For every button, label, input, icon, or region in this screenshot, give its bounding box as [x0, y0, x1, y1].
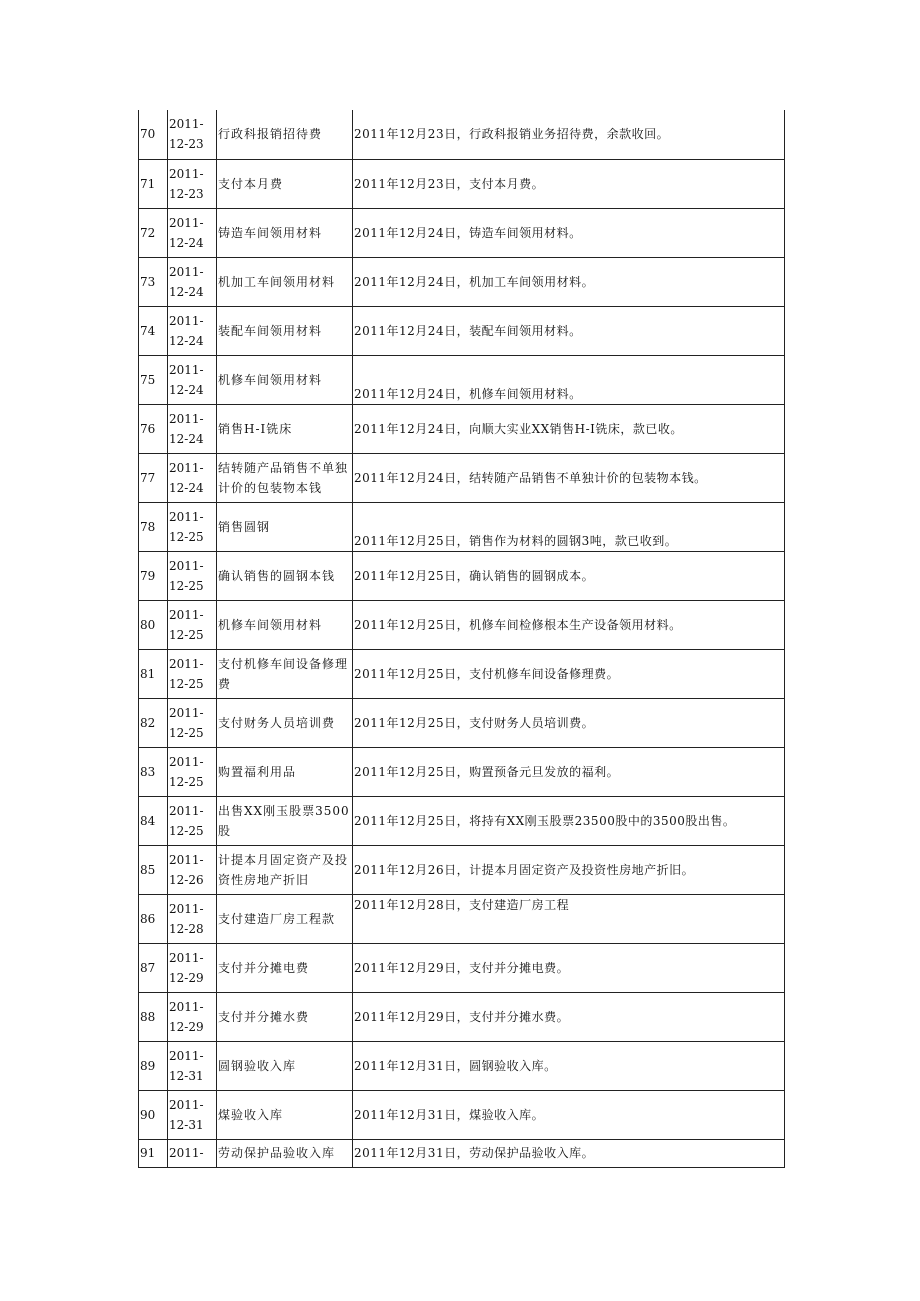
entry-number: 88 — [139, 992, 168, 1041]
entry-summary: 支付并分摊电费 — [217, 943, 353, 992]
entry-number: 72 — [139, 208, 168, 257]
entry-date-year: 2011- — [169, 264, 204, 279]
entry-description: 2011年12月23日，行政科报销业务招待费，余款收回。 — [353, 110, 785, 159]
entry-date — [168, 649, 217, 698]
entry-date-year: 2011- — [169, 362, 204, 377]
table-row — [139, 453, 785, 502]
entry-number: 84 — [139, 796, 168, 845]
entry-date-year: 2011- — [169, 215, 204, 230]
entry-date-day: 12-29 — [169, 1019, 204, 1034]
table-row — [139, 306, 785, 355]
table-row — [139, 1139, 785, 1167]
entry-summary: 支付本月费 — [217, 159, 353, 208]
table-row — [139, 355, 785, 404]
entry-description: 2011年12月29日，支付并分摊水费。 — [353, 992, 785, 1041]
entry-date — [168, 747, 217, 796]
entry-description: 2011年12月23日，支付本月费。 — [353, 159, 785, 208]
entry-date-day: 12-31 — [169, 1068, 204, 1083]
entry-date-year: 2011- — [169, 999, 204, 1014]
entry-description: 2011年12月24日，机修车间领用材料。 — [353, 355, 785, 404]
entry-description: 2011年12月24日，结转随产品销售不单独计价的包装物本钱。 — [353, 453, 785, 502]
entry-date-year: 2011- — [169, 1048, 204, 1063]
entry-number: 87 — [139, 943, 168, 992]
entry-summary: 支付财务人员培训费 — [217, 698, 353, 747]
entry-summary: 支付建造厂房工程款 — [217, 894, 353, 943]
entry-description: 2011年12月31日，劳动保护品验收入库。 — [353, 1139, 785, 1167]
entry-date — [168, 600, 217, 649]
entry-description: 2011年12月25日，将持有XX刚玉股票23500股中的3500股出售。 — [353, 796, 785, 845]
entry-number: 76 — [139, 404, 168, 453]
entry-date-day: 12-25 — [169, 725, 204, 740]
entry-number: 74 — [139, 306, 168, 355]
entry-description: 2011年12月25日，购置预备元旦发放的福利。 — [353, 747, 785, 796]
entry-summary: 确认销售的圆钢本钱 — [217, 551, 353, 600]
entry-description: 2011年12月29日，支付并分摊电费。 — [353, 943, 785, 992]
entry-date-year: 2011- — [169, 411, 204, 426]
table-row — [139, 208, 785, 257]
entry-summary: 购置福利用品 — [217, 747, 353, 796]
entry-summary: 出售XX刚玉股票3500股 — [217, 796, 353, 845]
entry-number: 78 — [139, 502, 168, 551]
entry-date-year: 2011- — [169, 558, 204, 573]
entry-date-day: 12-28 — [169, 921, 204, 936]
transaction-table-body — [139, 110, 785, 1167]
entry-date — [168, 502, 217, 551]
entry-date-year: 2011- — [169, 607, 204, 622]
entry-date-year: 2011- — [169, 656, 204, 671]
entry-date-year: 2011- — [169, 950, 204, 965]
entry-summary: 圆钢验收入库 — [217, 1041, 353, 1090]
entry-date-year: 2011- — [169, 754, 204, 769]
entry-date-year: 2011- — [169, 117, 204, 132]
entry-summary: 机加工车间领用材料 — [217, 257, 353, 306]
entry-summary: 煤验收入库 — [217, 1090, 353, 1139]
entry-number: 79 — [139, 551, 168, 600]
entry-number: 82 — [139, 698, 168, 747]
entry-date-day: 12-25 — [169, 627, 204, 642]
entry-number: 70 — [139, 110, 168, 159]
entry-date — [168, 1139, 217, 1167]
entry-date-year: 2011- — [169, 313, 204, 328]
entry-number: 77 — [139, 453, 168, 502]
entry-number: 91 — [139, 1139, 168, 1167]
entry-date — [168, 1090, 217, 1139]
entry-summary: 销售圆钢 — [217, 502, 353, 551]
ledger-page — [138, 110, 785, 1168]
entry-summary: 计提本月固定资产及投资性房地产折旧 — [217, 845, 353, 894]
entry-date-year: 2011- — [169, 1097, 204, 1112]
entry-description: 2011年12月24日，装配车间领用材料。 — [353, 306, 785, 355]
transaction-table — [138, 110, 785, 1168]
entry-description: 2011年12月24日，铸造车间领用材料。 — [353, 208, 785, 257]
entry-date-year: 2011- — [169, 460, 204, 475]
entry-date — [168, 796, 217, 845]
table-row — [139, 502, 785, 551]
table-row — [139, 943, 785, 992]
entry-date — [168, 894, 217, 943]
entry-date — [168, 453, 217, 502]
entry-number: 86 — [139, 894, 168, 943]
entry-date — [168, 1041, 217, 1090]
table-row — [139, 600, 785, 649]
entry-number: 83 — [139, 747, 168, 796]
entry-date-day: 12-23 — [169, 186, 204, 201]
entry-description: 2011年12月25日，销售作为材料的圆钢3吨，款已收到。 — [353, 502, 785, 551]
table-row — [139, 747, 785, 796]
entry-summary: 机修车间领用材料 — [217, 600, 353, 649]
entry-description: 2011年12月25日，确认销售的圆钢成本。 — [353, 551, 785, 600]
entry-description: 2011年12月26日，计提本月固定资产及投资性房地产折旧。 — [353, 845, 785, 894]
table-row — [139, 257, 785, 306]
entry-date — [168, 943, 217, 992]
entry-number: 73 — [139, 257, 168, 306]
entry-date — [168, 159, 217, 208]
entry-date — [168, 355, 217, 404]
entry-date — [168, 257, 217, 306]
entry-summary: 铸造车间领用材料 — [217, 208, 353, 257]
entry-date-year: 2011- — [169, 852, 204, 867]
entry-date-day: 12-24 — [169, 235, 204, 250]
entry-date-day: 12-31 — [169, 1117, 204, 1132]
entry-summary: 劳动保护品验收入库 — [217, 1139, 353, 1167]
entry-date-year: 2011- — [169, 803, 204, 818]
entry-description: 2011年12月31日，圆钢验收入库。 — [353, 1041, 785, 1090]
entry-date-day: 12-24 — [169, 333, 204, 348]
entry-date-day: 12-25 — [169, 823, 204, 838]
entry-number: 89 — [139, 1041, 168, 1090]
entry-date-year: 2011- — [169, 166, 204, 181]
table-row — [139, 551, 785, 600]
entry-description: 2011年12月25日，机修车间检修根本生产设备领用材料。 — [353, 600, 785, 649]
entry-summary: 行政科报销招待费 — [217, 110, 353, 159]
entry-description: 2011年12月24日，向顺大实业XX销售H-I铣床，款已收。 — [353, 404, 785, 453]
table-row — [139, 649, 785, 698]
table-row — [139, 1090, 785, 1139]
entry-number: 85 — [139, 845, 168, 894]
entry-date-day: 12-29 — [169, 970, 204, 985]
entry-description: 2011年12月28日，支付建造厂房工程 — [353, 894, 785, 943]
entry-description: 2011年12月25日，支付财务人员培训费。 — [353, 698, 785, 747]
entry-date-year: 2011- — [169, 509, 204, 524]
table-row — [139, 992, 785, 1041]
entry-number: 75 — [139, 355, 168, 404]
entry-date-year: 2011- — [169, 901, 204, 916]
entry-summary: 支付并分摊水费 — [217, 992, 353, 1041]
entry-date-day: 12-24 — [169, 284, 204, 299]
entry-date — [168, 306, 217, 355]
table-row — [139, 110, 785, 159]
entry-number: 90 — [139, 1090, 168, 1139]
table-row — [139, 159, 785, 208]
entry-date-day: 12-26 — [169, 872, 204, 887]
entry-date-day: 12-24 — [169, 431, 204, 446]
entry-date-day: 12-25 — [169, 529, 204, 544]
entry-date-day: 12-24 — [169, 480, 204, 495]
entry-date-year: 2011- — [169, 705, 204, 720]
entry-description: 2011年12月24日，机加工车间领用材料。 — [353, 257, 785, 306]
table-row — [139, 796, 785, 845]
entry-summary: 机修车间领用材料 — [217, 355, 353, 404]
entry-number: 81 — [139, 649, 168, 698]
entry-date-year: 2011- — [169, 1146, 204, 1160]
table-row — [139, 698, 785, 747]
entry-number: 71 — [139, 159, 168, 208]
table-row — [139, 1041, 785, 1090]
entry-date-day: 12-23 — [169, 137, 204, 152]
entry-date — [168, 992, 217, 1041]
entry-date — [168, 110, 217, 159]
entry-date — [168, 551, 217, 600]
entry-date-day: 12-25 — [169, 774, 204, 789]
entry-summary: 结转随产品销售不单独计价的包装物本钱 — [217, 453, 353, 502]
entry-number: 80 — [139, 600, 168, 649]
entry-summary: 支付机修车间设备修理费 — [217, 649, 353, 698]
table-row — [139, 404, 785, 453]
entry-summary: 销售H-I铣床 — [217, 404, 353, 453]
entry-description: 2011年12月25日，支付机修车间设备修理费。 — [353, 649, 785, 698]
entry-description: 2011年12月31日，煤验收入库。 — [353, 1090, 785, 1139]
entry-date — [168, 698, 217, 747]
entry-date — [168, 845, 217, 894]
table-row — [139, 894, 785, 943]
entry-date-day: 12-24 — [169, 382, 204, 397]
entry-summary: 装配车间领用材料 — [217, 306, 353, 355]
entry-date-day: 12-25 — [169, 578, 204, 593]
entry-date-day: 12-25 — [169, 676, 204, 691]
entry-date — [168, 208, 217, 257]
table-row — [139, 845, 785, 894]
entry-date — [168, 404, 217, 453]
